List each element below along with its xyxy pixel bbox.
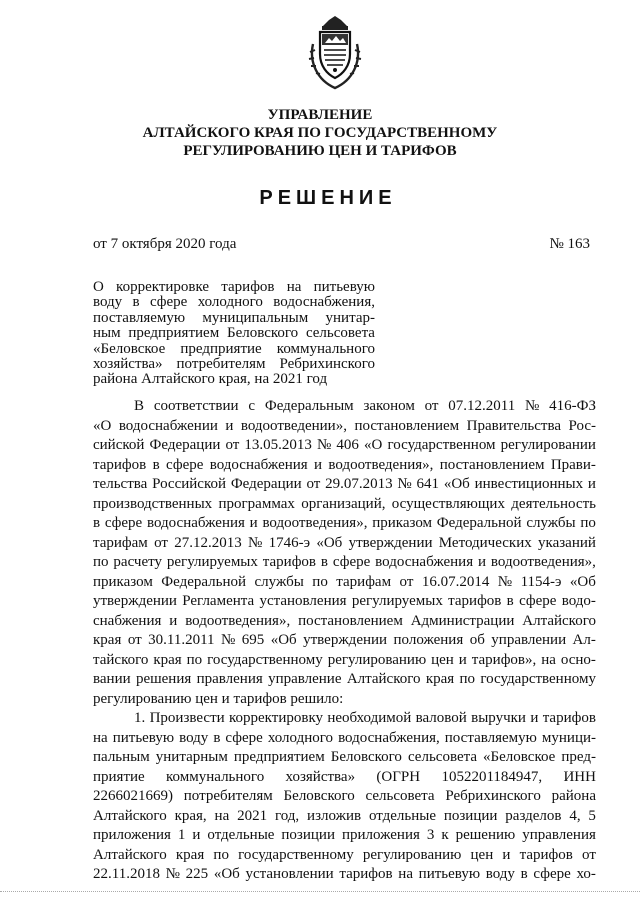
body-line: вании решения правления управление Алтайского края по государственному (93, 671, 596, 687)
subject-line: «Беловское предприятие коммунального (93, 340, 375, 357)
body-line: 22.11.2018 № 225 «Об установлении тарифов на питьевую воду в сфере хо- (93, 866, 596, 882)
body-line: регулированию цен и тарифов решило: (93, 690, 344, 707)
document-body (93, 397, 596, 885)
body-line: на питьевую воду в сфере холодного водоснабжения, поставляемую муници- (93, 729, 596, 746)
body-line: снабжения и водоотведения», постановлением Администрации Алтайского (93, 612, 596, 629)
body-line: Алтайского края по государственному регулированию цен и тарифов от (93, 846, 596, 863)
body-line: тайского края по государственному регулированию цен и тарифов», на осно- (93, 651, 596, 668)
body-line: тарифов в сфере водоснабжения и водоотведения», постановлением Прави- (93, 456, 596, 473)
document-date: от 7 октября 2020 года (93, 236, 237, 252)
subject-line: воду в сфере холодного водоснабжения, (93, 294, 375, 311)
body-line: сийской Федерации от 13.05.2013 № 406 «О государственном регулировании (93, 437, 596, 453)
coat-of-arms-emblem (303, 14, 367, 92)
body-line: тарифам от 27.12.2013 № 1746-э «Об утверждении Методических указаний (93, 534, 596, 551)
subject-line: района Алтайского края, на 2021 год (93, 371, 328, 388)
agency-line-1: УПРАВЛЕНИЕ (267, 107, 373, 123)
body-line: края от 30.11.2011 № 695 «Об утверждении положения об управлении Ал- (93, 632, 596, 648)
body-line: приятие коммунального хозяйства» (ОГРН 1052201184947, ИНН (93, 768, 596, 785)
page-bottom-edge (0, 891, 640, 892)
body-line: «О водоснабжении и водоотведении», постановлением Правительства Рос- (93, 417, 596, 434)
body-line: В соответствии с Федеральным законом от 07.12.2011 № 416-ФЗ (134, 398, 596, 414)
subject-line: ным предприятием Беловского сельсовета (93, 325, 375, 342)
subject-line: поставляемую муниципальным унитар- (93, 309, 375, 326)
document-type-title: РЕШЕНИЕ (259, 187, 397, 209)
body-line: приложения 1 и отдельные позиции приложения 3 к решению управления (93, 827, 596, 843)
body-line: по расчету регулируемых тарифов в сфере водоснабжения и водоотведения», (93, 554, 596, 570)
body-line: 2266021669) потребителям Беловского сельсовета Ребрихинского района (93, 788, 596, 804)
body-line: тельства Российской Федерации от 29.07.2013 № 641 «Об инвестиционных и (93, 476, 596, 492)
document-subject (93, 280, 375, 388)
agency-line-3: РЕГУЛИРОВАНИЮ ЦЕН И ТАРИФОВ (183, 143, 457, 159)
subject-line: О корректировке тарифов на питьевую (93, 279, 375, 295)
body-line: в сфере водоснабжения и водоотведения», приказом Федеральной службы по (93, 515, 596, 531)
subject-line: хозяйства» потребителям Ребрихинского (93, 356, 375, 373)
body-line: 1. Произвести корректировку необходимой валовой выручки и тарифов (134, 710, 596, 726)
body-line: приказом Федеральной службы по тарифам от 16.07.2014 № 1154-э «Об (93, 573, 596, 590)
body-line: пальным унитарным предприятием Беловского сельсовета «Беловское пред- (93, 749, 596, 765)
agency-header (0, 106, 640, 160)
agency-line-2: АЛТАЙСКОГО КРАЯ ПО ГОСУДАРСТВЕННОМУ (142, 125, 498, 141)
body-line: производственных программах организаций, осуществляющих деятельность (93, 495, 596, 512)
body-line: утверждении Регламента установления регулируемых тарифов в сфере водо- (93, 593, 596, 609)
document-number: № 163 (549, 236, 590, 252)
body-line: Алтайского края, на 2021 год, изложив отдельные позиции разделов 4, 5 (93, 807, 596, 824)
